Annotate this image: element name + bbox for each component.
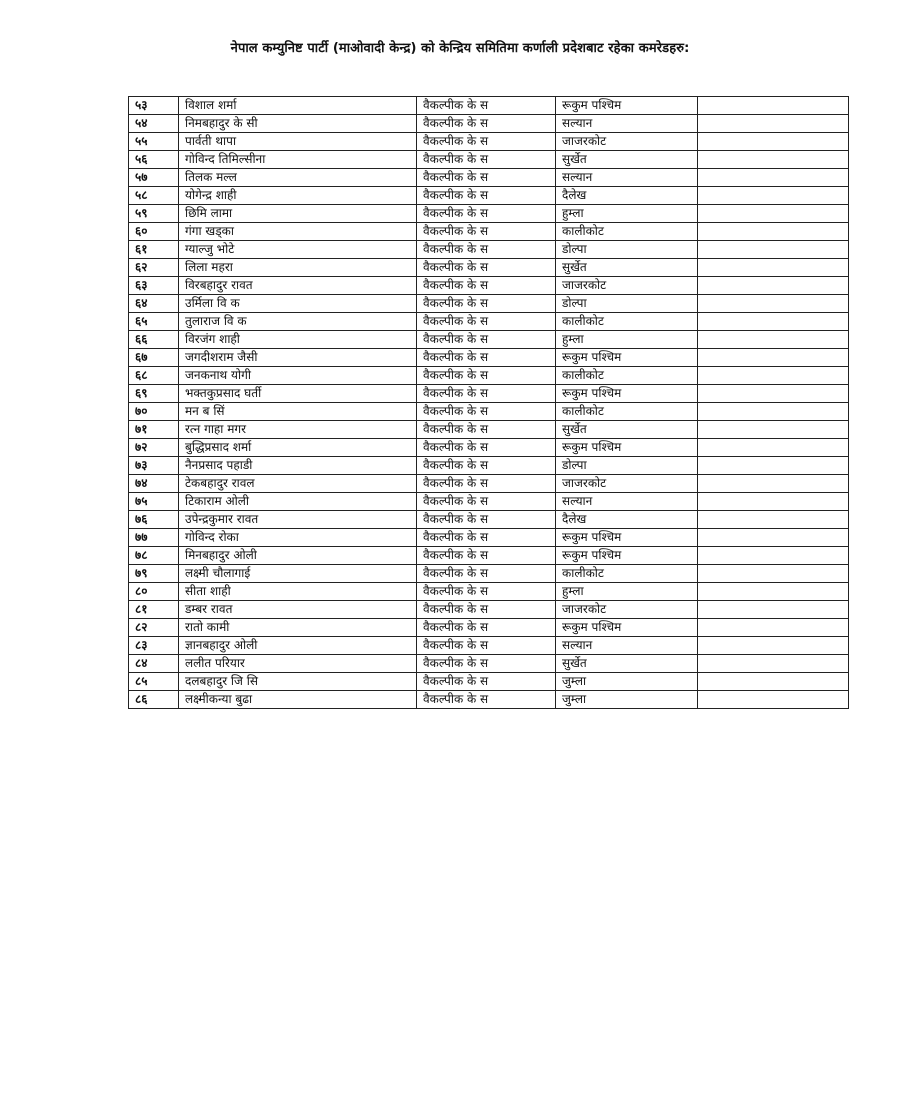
district-cell: रूकुम पश्चिम	[556, 97, 698, 115]
table-row	[129, 259, 849, 277]
serial-number-cell: ६६	[129, 331, 179, 349]
member-name-cell: टिकाराम ओली	[179, 493, 417, 511]
position-cell: वैकल्पीक के स	[417, 151, 556, 169]
member-name-cell: विरजंग शाही	[179, 331, 417, 349]
member-name-cell: निमबहादुर के सी	[179, 115, 417, 133]
table-row	[129, 349, 849, 367]
member-name-cell: टेकबहादुर रावल	[179, 475, 417, 493]
table-row	[129, 367, 849, 385]
position-cell: वैकल्पीक के स	[417, 187, 556, 205]
district-cell: सुर्खेत	[556, 421, 698, 439]
serial-number-cell: ८३	[129, 637, 179, 655]
serial-number-cell: ७१	[129, 421, 179, 439]
district-cell: सुर्खेत	[556, 151, 698, 169]
district-cell: हुम्ला	[556, 205, 698, 223]
district-cell: हुम्ला	[556, 331, 698, 349]
member-name-cell: विरबहादुर रावत	[179, 277, 417, 295]
district-cell: रूकुम पश्चिम	[556, 385, 698, 403]
district-cell: जाजरकोट	[556, 133, 698, 151]
table-row	[129, 205, 849, 223]
district-cell: रूकुम पश्चिम	[556, 529, 698, 547]
member-name-cell: नैनप्रसाद पहाडी	[179, 457, 417, 475]
serial-number-cell: ६२	[129, 259, 179, 277]
member-name-cell: डम्बर रावत	[179, 601, 417, 619]
table-row	[129, 223, 849, 241]
table-row	[129, 601, 849, 619]
district-cell: सल्यान	[556, 637, 698, 655]
table-row	[129, 655, 849, 673]
serial-number-cell: ८१	[129, 601, 179, 619]
empty-cell	[698, 547, 849, 565]
empty-cell	[698, 421, 849, 439]
table-row	[129, 673, 849, 691]
serial-number-cell: ६८	[129, 367, 179, 385]
serial-number-cell: ८५	[129, 673, 179, 691]
member-name-cell: ललीत परियार	[179, 655, 417, 673]
table-row	[129, 277, 849, 295]
table-row	[129, 421, 849, 439]
member-name-cell: जगदीशराम जैसी	[179, 349, 417, 367]
member-name-cell: विशाल शर्मा	[179, 97, 417, 115]
table-row	[129, 295, 849, 313]
member-name-cell: जनकनाथ योगी	[179, 367, 417, 385]
serial-number-cell: ७३	[129, 457, 179, 475]
member-table	[128, 96, 849, 709]
table-row	[129, 313, 849, 331]
table-row	[129, 187, 849, 205]
table-row	[129, 619, 849, 637]
serial-number-cell: ८६	[129, 691, 179, 709]
district-cell: रूकुम पश्चिम	[556, 547, 698, 565]
position-cell: वैकल्पीक के स	[417, 259, 556, 277]
empty-cell	[698, 295, 849, 313]
district-cell: डोल्पा	[556, 241, 698, 259]
district-cell: जुम्ला	[556, 673, 698, 691]
position-cell: वैकल्पीक के स	[417, 583, 556, 601]
serial-number-cell: ५३	[129, 97, 179, 115]
empty-cell	[698, 151, 849, 169]
district-cell: रूकुम पश्चिम	[556, 439, 698, 457]
table-row	[129, 133, 849, 151]
empty-cell	[698, 169, 849, 187]
table-row	[129, 439, 849, 457]
position-cell: वैकल्पीक के स	[417, 565, 556, 583]
empty-cell	[698, 529, 849, 547]
position-cell: वैकल्पीक के स	[417, 385, 556, 403]
district-cell: दैलेख	[556, 511, 698, 529]
serial-number-cell: ७६	[129, 511, 179, 529]
empty-cell	[698, 223, 849, 241]
position-cell: वैकल्पीक के स	[417, 439, 556, 457]
empty-cell	[698, 115, 849, 133]
member-name-cell: तिलक मल्ल	[179, 169, 417, 187]
member-name-cell: मन ब सिं	[179, 403, 417, 421]
empty-cell	[698, 457, 849, 475]
empty-cell	[698, 637, 849, 655]
district-cell: सुर्खेत	[556, 655, 698, 673]
table-row	[129, 637, 849, 655]
member-name-cell: ज्ञानबहादुर ओली	[179, 637, 417, 655]
table-row	[129, 691, 849, 709]
serial-number-cell: ७५	[129, 493, 179, 511]
position-cell: वैकल्पीक के स	[417, 493, 556, 511]
table-row	[129, 457, 849, 475]
serial-number-cell: ८०	[129, 583, 179, 601]
member-name-cell: बुद्धिप्रसाद शर्मा	[179, 439, 417, 457]
member-name-cell: लक्ष्मी चौलागाई	[179, 565, 417, 583]
position-cell: वैकल्पीक के स	[417, 349, 556, 367]
serial-number-cell: ५५	[129, 133, 179, 151]
empty-cell	[698, 583, 849, 601]
district-cell: कालीकोट	[556, 565, 698, 583]
empty-cell	[698, 511, 849, 529]
empty-cell	[698, 277, 849, 295]
empty-cell	[698, 655, 849, 673]
position-cell: वैकल्पीक के स	[417, 169, 556, 187]
empty-cell	[698, 385, 849, 403]
serial-number-cell: ५८	[129, 187, 179, 205]
serial-number-cell: ६०	[129, 223, 179, 241]
position-cell: वैकल्पीक के स	[417, 403, 556, 421]
table-row	[129, 403, 849, 421]
position-cell: वैकल्पीक के स	[417, 241, 556, 259]
empty-cell	[698, 241, 849, 259]
position-cell: वैकल्पीक के स	[417, 331, 556, 349]
member-name-cell: उर्मिला वि क	[179, 295, 417, 313]
member-name-cell: रत्न गाहा मगर	[179, 421, 417, 439]
district-cell: कालीकोट	[556, 223, 698, 241]
document-title: नेपाल कम्युनिष्ट पार्टी (माओवादी केन्द्र) को केन्द्रिय समितिमा कर्णाली प्रदेशबाट रहेका कमरेडहरु:	[230, 41, 690, 56]
position-cell: वैकल्पीक के स	[417, 313, 556, 331]
member-name-cell: पार्वती थापा	[179, 133, 417, 151]
table-row	[129, 475, 849, 493]
empty-cell	[698, 565, 849, 583]
member-name-cell: उपेन्द्रकुमार रावत	[179, 511, 417, 529]
serial-number-cell: ७०	[129, 403, 179, 421]
empty-cell	[698, 493, 849, 511]
serial-number-cell: ७२	[129, 439, 179, 457]
empty-cell	[698, 475, 849, 493]
serial-number-cell: ६९	[129, 385, 179, 403]
position-cell: वैकल्पीक के स	[417, 691, 556, 709]
district-cell: जाजरकोट	[556, 475, 698, 493]
district-cell: कालीकोट	[556, 313, 698, 331]
empty-cell	[698, 331, 849, 349]
district-cell: सुर्खेत	[556, 259, 698, 277]
empty-cell	[698, 691, 849, 709]
district-cell: दैलेख	[556, 187, 698, 205]
member-name-cell: गोविन्द रोका	[179, 529, 417, 547]
table-row	[129, 565, 849, 583]
member-name-cell: सीता शाही	[179, 583, 417, 601]
table-row	[129, 241, 849, 259]
position-cell: वैकल्पीक के स	[417, 277, 556, 295]
empty-cell	[698, 259, 849, 277]
member-name-cell: लिला महरा	[179, 259, 417, 277]
district-cell: रूकुम पश्चिम	[556, 349, 698, 367]
table-row	[129, 115, 849, 133]
district-cell: सल्यान	[556, 115, 698, 133]
district-cell: हुम्ला	[556, 583, 698, 601]
member-name-cell: लक्ष्मीकन्या बुढा	[179, 691, 417, 709]
position-cell: वैकल्पीक के स	[417, 223, 556, 241]
position-cell: वैकल्पीक के स	[417, 511, 556, 529]
member-name-cell: तुलाराज वि क	[179, 313, 417, 331]
district-cell: जुम्ला	[556, 691, 698, 709]
empty-cell	[698, 439, 849, 457]
member-name-cell: भक्तकुप्रसाद घर्ती	[179, 385, 417, 403]
position-cell: वैकल्पीक के स	[417, 673, 556, 691]
table-row	[129, 151, 849, 169]
table-row	[129, 583, 849, 601]
member-name-cell: मिनबहादुर ओली	[179, 547, 417, 565]
member-name-cell: गंगा खड्का	[179, 223, 417, 241]
position-cell: वैकल्पीक के स	[417, 205, 556, 223]
district-cell: सल्यान	[556, 169, 698, 187]
district-cell: कालीकोट	[556, 403, 698, 421]
district-cell: रूकुम पश्चिम	[556, 619, 698, 637]
serial-number-cell: ७४	[129, 475, 179, 493]
serial-number-cell: ७८	[129, 547, 179, 565]
table-row	[129, 529, 849, 547]
member-name-cell: छिमि लामा	[179, 205, 417, 223]
member-name-cell: रातो कामी	[179, 619, 417, 637]
table-row	[129, 511, 849, 529]
serial-number-cell: ५४	[129, 115, 179, 133]
position-cell: वैकल्पीक के स	[417, 655, 556, 673]
member-table-body	[129, 97, 849, 709]
empty-cell	[698, 619, 849, 637]
serial-number-cell: ६५	[129, 313, 179, 331]
member-name-cell: गोविन्द तिमिल्सीना	[179, 151, 417, 169]
serial-number-cell: ८४	[129, 655, 179, 673]
position-cell: वैकल्पीक के स	[417, 475, 556, 493]
position-cell: वैकल्पीक के स	[417, 637, 556, 655]
serial-number-cell: ६१	[129, 241, 179, 259]
empty-cell	[698, 673, 849, 691]
serial-number-cell: ६७	[129, 349, 179, 367]
serial-number-cell: ५९	[129, 205, 179, 223]
position-cell: वैकल्पीक के स	[417, 619, 556, 637]
district-cell: डोल्पा	[556, 295, 698, 313]
empty-cell	[698, 205, 849, 223]
table-row	[129, 97, 849, 115]
empty-cell	[698, 133, 849, 151]
empty-cell	[698, 349, 849, 367]
serial-number-cell: ६४	[129, 295, 179, 313]
empty-cell	[698, 97, 849, 115]
empty-cell	[698, 187, 849, 205]
table-row	[129, 331, 849, 349]
serial-number-cell: ६३	[129, 277, 179, 295]
position-cell: वैकल्पीक के स	[417, 295, 556, 313]
member-name-cell: दलबहादुर जि सि	[179, 673, 417, 691]
position-cell: वैकल्पीक के स	[417, 601, 556, 619]
table-row	[129, 493, 849, 511]
district-cell: डोल्पा	[556, 457, 698, 475]
position-cell: वैकल्पीक के स	[417, 115, 556, 133]
table-row	[129, 385, 849, 403]
position-cell: वैकल्पीक के स	[417, 367, 556, 385]
position-cell: वैकल्पीक के स	[417, 547, 556, 565]
position-cell: वैकल्पीक के स	[417, 457, 556, 475]
serial-number-cell: ५७	[129, 169, 179, 187]
district-cell: कालीकोट	[556, 367, 698, 385]
empty-cell	[698, 313, 849, 331]
empty-cell	[698, 367, 849, 385]
member-name-cell: योगेन्द्र शाही	[179, 187, 417, 205]
empty-cell	[698, 403, 849, 421]
position-cell: वैकल्पीक के स	[417, 97, 556, 115]
district-cell: सल्यान	[556, 493, 698, 511]
district-cell: जाजरकोट	[556, 277, 698, 295]
position-cell: वैकल्पीक के स	[417, 133, 556, 151]
position-cell: वैकल्पीक के स	[417, 421, 556, 439]
serial-number-cell: ७९	[129, 565, 179, 583]
serial-number-cell: ५६	[129, 151, 179, 169]
table-row	[129, 547, 849, 565]
member-name-cell: ग्याल्जु भोटे	[179, 241, 417, 259]
serial-number-cell: ७७	[129, 529, 179, 547]
serial-number-cell: ८२	[129, 619, 179, 637]
table-row	[129, 169, 849, 187]
district-cell: जाजरकोट	[556, 601, 698, 619]
empty-cell	[698, 601, 849, 619]
position-cell: वैकल्पीक के स	[417, 529, 556, 547]
